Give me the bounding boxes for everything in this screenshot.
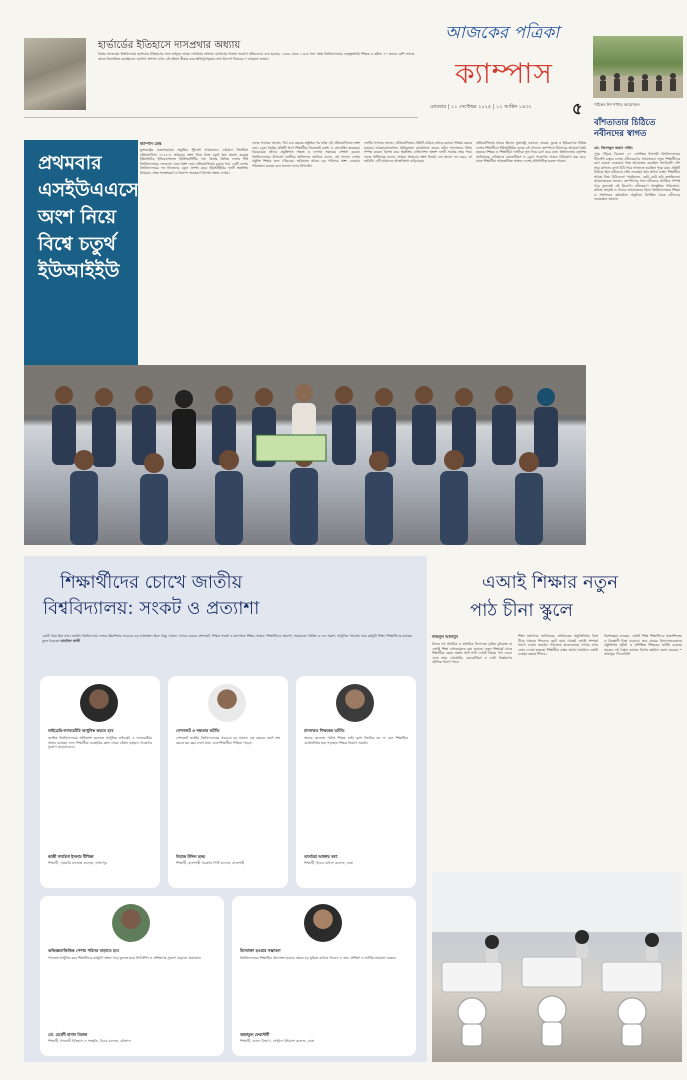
sidebar-byline: মো. জিনাত্তুল জমান নাহিদ: [594, 146, 633, 150]
sidebar-body: দুপুর গড়িয়ে বিকেল। ২০ সেপ্টেম্বর ইসলামী বিশ্ববিদ্যালয়ের টিএসসি চত্বরে চলছে নবীনবরণের আয়োজন। নতুন শিক্ষার্থীদের বরণ করতে একেবারে ভিন্ন আয়োজন করেছিল সংগঠনটি। বাঁশ আর কাগজে লেখা চিঠি দিয়ে সাজানো হয়েছিল পুরো মঞ্চ। প্রতিটি চিঠিতে ছিল নবীনদের প্রতি শুভেচ্ছা আর স্বাগত বার্তা। শিক্ষার্থীরা আগ্রহ নিয়ে চিঠিগুলো পড়ছিলেন, কেউ কেউ ছবি তুলছিলেন। আয়োজকেরা জানান, ক্যাম্পাসের সঙ্গে নবীনদের আত্মিক সম্পর্ক গড়ে তুলতেই এই উদ্যোগ। নবীনবরণে সাংস্কৃতিক পরিবেশনা, কবিতা আবৃত্তি ও গানের আয়োজনও ছিল। বিশ্ববিদ্যালয়ের শিক্ষক ও প্রশাসনের কর্মকর্তারা অনুষ্ঠানে উপস্থিত থেকে নবীনদের শুভকামনা জানান।: [594, 152, 680, 201]
dateline: রোববার | ২১ সেপ্টেম্বর ২০২৫ | ১২ আশ্বিন ১৪৩২: [430, 104, 532, 110]
card-author: জান্নাতুল ফেরদৌসী: [240, 1032, 270, 1037]
page-number: ৫: [572, 99, 583, 118]
teaser-body: [98, 52, 414, 110]
card-author-role: শিক্ষার্থী, ইসলামী ইতিহাস ও সংস্কৃতি, বিএম কলেজ, বরিশাল: [48, 1039, 131, 1043]
lead-headline: প্রথমবার এসইউএএসে অংশ নিয়ে বিশ্বে চতুর্থ ইউআইইউ: [38, 152, 139, 282]
ai-headline-line2: পাঠ চীনা স্কুলে: [470, 600, 573, 621]
card-author: মো. মেহেদী হাসান মিরাজ: [48, 1032, 88, 1037]
opinion-card-3: [296, 676, 416, 888]
sidebar-headline: বাঁশতাতার চিঠিতে নবীনদের স্বাগত: [594, 118, 656, 139]
avatar: [336, 684, 374, 722]
card-body: পাঠ্যক্রম আধুনিক করে শিক্ষার্থীদের কর্মমুখী দক্ষতা গড়ে তুলতে হবে। ইন্টার্নশিপ ও প্রশিক্ষণের সুযোগ বাড়ানো প্রয়োজন।: [48, 956, 202, 960]
classroom-photo: [432, 872, 682, 1062]
ai-byline: ফজলুল আলামুন: [432, 634, 458, 639]
teaser-body-text: বিশ্বের খ্যাতনামা বিশ্ববিদ্যালয় হার্ভার্ডের ইতিহাসের সঙ্গে জড়িয়ে আছে দাসপ্রথার অধ্যায়। হার্ভার্ডের নিজস্ব গবেষণা প্রতিবেদনে বলা হয়েছে, ১৬৩৬ থেকে ১৭৮৩ সাল পর্যন্ত বিশ্ববিদ্যালয়ের নেতৃত্বস্থানীয় শিক্ষক ও কর্মীরা ৭০ জনের বেশি দাসকে কাজে নিয়োজিত করেছিলেন। হার্ভার্ড প্রশাসন এখন এই অধ্যায় স্বীকার করে ক্ষতিপূরণমূলক নানা উদ্যোগ নিয়েছে।: [98, 52, 414, 61]
feature-intro: [42, 634, 412, 672]
opinion-card-2: [168, 676, 288, 888]
feature-headline-line2: বিশ্ববিদ্যালয়: সংকট ও প্রত্যাশা: [43, 598, 260, 619]
ai-column-1: চীনের বহু প্রাথমিক ও মাধ্যমিক বিদ্যালয়ে কৃত্রিম বুদ্ধিমত্তা বা এআই শিক্ষা বাধ্যতামূলক করা হয়েছে। নতুন শিক্ষাবর্ষ থেকে শিক্ষার্থীরা বছরে অন্তত আট ঘণ্টা এআই বিষয়ে পাঠ নেবে। এতে তারা প্রোগ্রামিং, রোবোটিকস ও ডেটা বিশ্লেষণের মৌলিক ধারণা পাবে।: [432, 642, 512, 664]
avatar: [304, 904, 342, 942]
card-body: সেশনজট জাতীয় বিশ্ববিদ্যালয়ের সবচেয়ে বড় সমস্যা। চার বছরের কোর্স শেষ করতে ছয় বছর লেগে যায়। এতে শিক্ষার্থীরা পিছিয়ে পড়েন।: [176, 736, 280, 745]
avatar: [112, 904, 150, 942]
ai-column-3: বিশেষজ্ঞরা বলছেন, এআই শিক্ষা শিক্ষার্থীদের সৃজনশীলতা ও বিশ্লেষণী চিন্তা বাড়াবে। তবে গ্রামের বিদ্যালয়গুলোতে প্রযুক্তিগত সুবিধা ও প্রশিক্ষিত শিক্ষকের ঘাটতি রয়েছে। সরকার এই বৈষম্য কমাতে বিশেষ তহবিল বরাদ্দ করেছে। • তথ্যসূত্র: সিএনবিসি: [604, 634, 682, 656]
ai-headline-line1: এআই শিক্ষার নতুন: [482, 572, 618, 593]
paper-logo: আজকের পত্রিকা: [445, 23, 560, 43]
teaser-photo: [24, 38, 86, 110]
card-heading: সেশনজট ও দক্ষতার ঘাটতি: [176, 728, 220, 733]
sidebar-photo-caption: পাঠক্রম ঈশ শাখার আয়োজন: [594, 102, 640, 107]
avatar: [208, 684, 246, 722]
opinion-card-1: [40, 676, 160, 888]
card-author-role: শিক্ষার্থী, বাংলা বিভাগ, সেন্ট্রাল উইমেন্স কলেজ, ঢাকা: [240, 1039, 315, 1043]
card-author-role: শিক্ষার্থী, রাজশাহী সরকারি সিটি কলেজ, রাজশাহী: [176, 861, 245, 865]
feature-intro-credit: তামজিদ কাজী: [60, 638, 80, 643]
feature-intro-text: একটি সময় ছিল যখন জাতীয় বিশ্ববিদ্যালয় দেশের উচ্চশিক্ষার সবচেয়ে বড় আশ্রয়স্থল ছিল। কিন্তু এখনো এখানে রয়েছে সেশনজট, শিক্ষক সংকট ও মানসম্মত শিক্ষার অভাব। শিক্ষার্থীদের প্রত্যাশা, সময়মতো পরীক্ষা ও ফল প্রকাশ, আধুনিক পাঠ্যক্রম আর কর্মমুখী শিক্ষা। শিক্ষার্থীদের মতামত তুলে ধরেছেন: [42, 634, 412, 643]
ai-column-2: শিক্ষা মন্ত্রণালয় জানিয়েছে, ভবিষ্যতের প্রযুক্তিনির্ভর বিশ্বে টিকে থাকতে শিশুদের ছোট বয়স থেকেই এআই সম্পর্কে ধারণা দেওয়া জরুরি। পাঠ্যক্রমে হাতে-কলমে শেখার ওপর জোর দেওয়া হয়েছে। শিক্ষার্থীরা বাস্তব সমস্যা সমাধানে এআই ব্যবহার করতে শিখবে।: [518, 634, 598, 656]
card-author: নিয়াজ উদ্দিন হৃদয়: [176, 854, 205, 859]
card-author: কাজী সাবরিনা ইসলাম বীথিকা: [48, 854, 94, 859]
team-photo: [24, 365, 586, 545]
card-body: জাতীয় বিশ্ববিদ্যালয়ের অধিকাংশ কলেজে আধুনিক লাইব্রেরি ও ল্যাবরেটরির অভাব রয়েছে। ফলে শিক্ষার্থীরা ব্যবহারিক জ্ঞান থেকে বঞ্চিত হচ্ছেন। গবেষণার সুযোগ বাড়াতে হবে।: [48, 736, 152, 749]
opinion-card-5: [232, 896, 416, 1056]
crowd-illustration: [593, 36, 683, 98]
card-author-role: শিক্ষার্থী, ইডেন মহিলা কলেজ, ঢাকা: [304, 861, 354, 865]
opinion-card-4: [40, 896, 224, 1056]
card-body: বিশ্ববিদ্যালয়ের শিক্ষার্থীরা উদ্যোক্তা হওয়ার ক্ষেত্রে বড় ভূমিকা রাখতে পারেন। এ জন্য প্রশিক্ষণ ও আর্থিক সহায়তা দরকার।: [240, 956, 397, 960]
teaser-credit: • ফারহানা জামান: [244, 56, 269, 61]
lead-column-4: প্রতিযোগিতায় আরও ছিলেন যুক্তরাষ্ট্র, কানাডা, ভারত, তুরস্ক ও ইউরোপের বিভিন্ন দেশের শিক্ষার্থীরা। ইউআইইউর দলের এই সাফল্যে ক্যাম্পাসে উৎসবের আমেজ তৈরি হয়েছে। শিক্ষক ও শিক্ষার্থীরা দলটিকে ফুল দিয়ে বরণ করে নেন। বিশ্ববিদ্যালয় কর্তৃপক্ষ জানিয়েছে, ভবিষ্যতে রোবোটিকস ও ড্রোন গবেষণায় আরও বিনিয়োগ করা হবে, যাতে শিক্ষার্থীরা আন্তর্জাতিক অঙ্গনে দেশের প্রতিনিধিত্ব করতে পারেন।: [476, 141, 586, 163]
card-body: অনেক কলেজে পর্যাপ্ত শিক্ষক নেই। ক্লাস নিয়মিত হয় না বলে শিক্ষার্থীরা কোচিংনির্ভর হয়ে পড়ছেন। শিক্ষক নিয়োগ জরুরি।: [304, 736, 408, 745]
lead-byline: ক্যাম্পাস ডেস্ক: [140, 141, 162, 146]
feature-headline-line1: শিক্ষার্থীদের চোখে জাতীয়: [60, 572, 243, 593]
card-heading: মানসম্মত শিক্ষকের ঘাটতি: [304, 728, 345, 733]
card-author-role: শিক্ষার্থী, সরকারি রাজেন্দ্র কলেজ, ফরিদপুর: [48, 861, 108, 865]
award-check: [256, 435, 326, 461]
teaser-title: হার্ভার্ডের ইতিহাসে দাসপ্রথার অধ্যায়: [98, 40, 241, 51]
lead-column-1: যুক্তরাষ্ট্রের ওকলাহোমায় অনুষ্ঠিত স্টুডেন্ট আনম্যানড এরিয়াল সিস্টেমস প্রতিযোগিতা ২০২৫-এ প্রথমবার অংশ নিয়ে বিশ্বে চতুর্থ স্থান অর্জন করেছে ইউনাইটেড ইন্টারন্যাশনাল ইউনিভার্সিটির দল। বিশ্বের বিভিন্ন দেশের শীর্ষ বিশ্ববিদ্যালয়ের দলগুলো এতে অংশ নেয়। প্রতিযোগিতায় চূড়ান্ত পর্বে ২৩টি দেশের বিশ্ববিদ্যালয়ের দল নিজেদের ড্রোন প্রদর্শন করে। ইউআইইউর দলটি স্বয়ংক্রিয় উড্ডয়ন, লক্ষ্য শনাক্তকরণ ও নিরাপদ অবতরণে বিশেষ দক্ষতা দেখায়।: [140, 148, 248, 175]
lead-column-3: দলটির সদস্যরা জানান, প্রতিযোগিতার প্রতিটি রাউন্ডে তাঁদের কঠোর পরিশ্রম করতে হয়েছে। আবহাওয়াজনিত প্রতিকূলতা মোকাবিলা করেও তাঁরা সফলভাবে মিশন সম্পন্ন করেন। বিশেষ করে স্বয়ংক্রিয় নেভিগেশন অংশে দলটি সর্বোচ্চ নম্বর পায়। দলের অধিনায়ক বলেন, আমরা প্রথমবার অংশ নিয়েই এত ভালো ফল করব, তা ভাবিনি। এটি আমাদের আত্মবিশ্বাস বাড়িয়েছে।: [364, 141, 472, 163]
card-heading: লাইব্রেরি-ল্যাবরেটরি আধুনিক করতে হবে: [48, 728, 114, 733]
robots: [458, 996, 646, 1046]
card-heading: উদ্যোক্তা হওয়ার সম্ভাবনা: [240, 948, 281, 953]
card-heading: অভিজ্ঞতাভিত্তিক পেশার পরিসর বাড়াতে হবে: [48, 948, 119, 953]
section-title: ক্যাম্পাস: [455, 57, 553, 90]
avatar: [80, 684, 118, 722]
team-illustration: [24, 365, 586, 545]
classroom-illustration: [432, 872, 682, 1062]
sidebar-photo: [593, 36, 683, 98]
lead-column-2: দলের সদস্যরা জানান, দীর্ঘ এক বছরের প্রস্তুতির পর তাঁরা এই প্রতিযোগিতায় অংশ নেন। ড্রোন তৈরির প্রতিটি ধাপে শিক্ষার্থীরা নিজেরাই নকশা ও প্রোগ্রামিং করেছেন। বিচারকেরা তাঁদের প্রযুক্তিগত দক্ষতা ও দলগত সমন্বয়ের প্রশংসা করেন। বিশ্ববিদ্যালয়ের উপাচার্য দলটিকে অভিনন্দন জানিয়ে বলেন, এই সাফল্য দেশের প্রযুক্তি শিক্ষার জন্য গৌরবের। ভবিষ্যতে আরও বড় পরিসরে অংশ নেওয়ার পরিকল্পনা রয়েছে বলে জানান দলের উপদেষ্টা।: [252, 141, 360, 168]
card-author: তাসমিয়া আক্তার বন্যা: [304, 854, 338, 859]
